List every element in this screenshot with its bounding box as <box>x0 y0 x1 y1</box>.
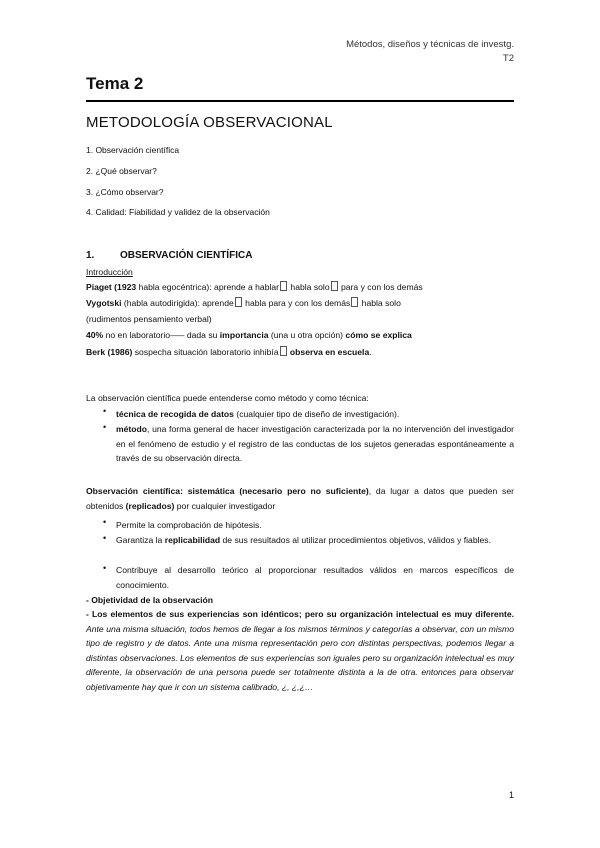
toc-item: 1. Observación científica <box>86 145 180 155</box>
berk-name: Berk (1986) <box>86 347 133 357</box>
intro-40-percent <box>86 329 412 341</box>
technique-text: (cualquier tipo de diseño de investigación). <box>233 409 400 419</box>
bullet-method <box>116 422 514 466</box>
percent-explain: cómo se explica <box>345 330 412 340</box>
bullet-icon: • <box>103 563 107 573</box>
title-rule <box>86 100 514 102</box>
intro-vygotski-line2: (rudimentos pensamiento verbal) <box>86 314 212 324</box>
missing-glyph-icon <box>280 346 287 356</box>
percent-mid: (una u otra opción) <box>268 330 346 340</box>
bullet-replicability <box>116 533 514 548</box>
section-heading <box>86 250 252 261</box>
missing-glyph-icon <box>235 297 242 307</box>
bullet-icon: • <box>103 406 107 416</box>
replicability-bold: replicabilidad <box>164 535 221 545</box>
page-number: 1 <box>508 790 514 800</box>
piaget-year: 1923 <box>117 282 137 292</box>
piaget-name: Piaget ( <box>86 282 118 292</box>
bullet-hypothesis: Permite la comprobación de hipótesis. <box>116 520 262 530</box>
piaget-text: habla egocéntrica): aprende a hablar <box>136 282 280 292</box>
missing-glyph-icon <box>280 281 287 291</box>
definition-paragraph: La observación científica puede entenderse como método y como técnica: <box>86 393 369 403</box>
technique-bold: técnica de recogida de datos <box>116 409 234 419</box>
replicability-text: de sus resultados al utilizar procedimientos objetivos, válidos y fiables. <box>220 535 491 545</box>
header-course: Métodos, diseños y técnicas de investg. <box>346 39 514 50</box>
systematic-text: , da lugar a datos que pueden ser obtenidos <box>86 486 514 511</box>
systematic-paragraph <box>86 484 514 513</box>
final-paragraph <box>86 607 514 694</box>
bullet-icon: • <box>103 517 107 527</box>
intro-vygotski <box>86 297 401 309</box>
chapter-heading: METODOLOGÍA OBSERVACIONAL <box>86 114 333 131</box>
final-italic: Ante una misma situación, todos hemos de llegar a los mismos términos y categorías a observar, con un mismo tipo de registro y de datos. Ante una misma representación pero con distintas perspectivas, podemos llegar a distintas observaciones. Los elementos de sus experiencias son iguales pero su organización intelectual es muy diferente, la observación de una persona puede ser totalmente distinta a la de otra. entonces para observar objetivamente hay que ir con un sistema calibrado, ¿, ¿,¿… <box>86 623 514 692</box>
header-topic: T2 <box>502 53 514 64</box>
toc-item: 4. Calidad: Fiabilidad y validez de la observación <box>86 207 270 217</box>
section-number: 1. <box>86 250 95 261</box>
replicated-bold: (replicados) <box>125 500 175 511</box>
running-header <box>346 38 514 66</box>
bullet-theory: Contribuye al desarrollo teórico al proporcionar resultados válidos en marcos específicos de conocimiento. <box>116 565 514 590</box>
intro-berk <box>86 346 372 358</box>
vygotski-text: (habla autodirigida): aprende <box>121 298 234 308</box>
missing-glyph-icon <box>331 281 338 291</box>
vygotski-name: Vygotski <box>86 298 122 308</box>
section-title: OBSERVACIÓN CIENTÍFICA <box>120 250 253 261</box>
berk-text: sospecha situación laboratorio inhibía <box>132 347 279 357</box>
berk-end: . <box>369 347 372 357</box>
percent-value: 40% <box>86 330 104 340</box>
bullet-icon: • <box>103 422 107 432</box>
piaget-text-b: habla solo <box>288 282 330 292</box>
vygotski-text-b: habla para y con los demás <box>242 298 351 308</box>
systematic-bold: Observación científica: sistemática (necesario pero no suficiente) <box>86 486 369 496</box>
systematic-text-end: por cualquier investigador <box>174 500 276 511</box>
replicability-pre: Garantiza la <box>116 535 165 545</box>
intro-label: Introducción <box>86 267 133 277</box>
objectivity-heading: - Objetividad de la observación <box>86 595 214 605</box>
piaget-text-c: para y con los demás <box>338 282 423 292</box>
missing-glyph-icon <box>351 297 358 307</box>
berk-bold: observa en escuela <box>287 347 370 357</box>
method-bold: método <box>116 424 148 434</box>
intro-piaget <box>86 281 423 293</box>
topic-title: Tema 2 <box>86 74 144 93</box>
toc-item: 2. ¿Qué observar? <box>86 166 157 176</box>
toc-item: 3. ¿Cómo observar? <box>86 187 164 197</box>
final-bold: - Los elementos de sus experiencias son idénticos; pero su organización intelectual es muy diferente. <box>86 609 514 619</box>
percent-importance: importancia <box>219 330 269 340</box>
percent-text: no en laboratorio––– dada su <box>103 330 220 340</box>
method-text: , una forma general de hacer investigación caracterizada por la no intervención del investigador en el fenómeno de estudio y el registro de las conductas de los sujetos generadas espontáneamente a través de su observación directa. <box>116 424 514 463</box>
vygotski-text-c: habla solo <box>359 298 401 308</box>
bullet-icon: • <box>103 533 107 543</box>
bullet-technique <box>116 408 399 420</box>
